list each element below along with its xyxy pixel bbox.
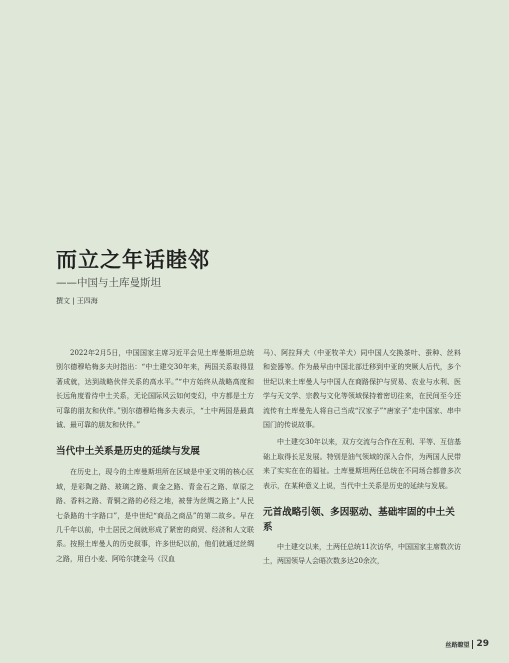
magazine-name: 丝路瞭望	[445, 641, 470, 649]
right-column	[263, 346, 461, 569]
left-column	[56, 346, 254, 566]
article-title: 而立之年话睦邻	[56, 248, 210, 272]
page-number: 29	[476, 639, 489, 649]
paragraph-history: 在历史上，现今的土库曼斯坦所在区域是中亚文明的核心区域，是彩陶之路、玻璃之路、黄金之路、青金石之路、草原之路、香料之路、青铜之路的必经之地，被誉为丝绸之路上“人民七条路的十字路口”，是中世纪“商品之商品”的第二故乡。早在几千年以前，中土居民之间就形成了紧密的商贸、经济和人文联系。按照土库曼人的历史叙事，许多世纪以前，他们就通过丝绸之路，用白小麦、阿哈尔捷金马（汉血	[56, 468, 254, 563]
article-subtitle: ——中国与土库曼斯坦	[56, 277, 161, 289]
paragraph-history-continued: 马）、阿拉拜犬（中亚牧羊犬）同中国人交换茶叶、蚕种、丝料和瓷器等。作为最早由中国北部迁移到中亚的突厥人后代，多个世纪以来土库曼人与中国人在商路保护与贸易、农业与水利、医学与天文学、宗教与文化等领域保持着密切往来，在民间至今还流传有土库曼先人将自己当成“汉家子”“唐家子”走中国家、串中国门的传说故事。	[263, 349, 461, 430]
paragraph-intro: 2022年2月5日，中国国家主席习近平会见土库曼斯坦总统别尔德穆哈梅多夫时指出：“中土建交30年来，两国关系取得显著成就，达到战略伙伴关系的高水平。”“中方始终从战略高度和长远角度看待中土关系，无论国际风云如何变幻，中方都是土方可靠的朋友和伙伴。”别尔德穆哈梅多夫表示，“土中两国是最真诚、最可靠的朋友和伙伴。”	[56, 349, 254, 430]
section-heading-history: 当代中土关系是历史的延续与发展	[56, 446, 200, 458]
section-heading-leadership: 元首战略引领、多因驱动、基础牢固的中土关系	[263, 507, 455, 534]
article-author: 撰文 | 王四海	[56, 297, 98, 305]
footer-divider	[472, 640, 473, 649]
page-footer	[445, 639, 489, 649]
paragraph-visits: 中土建交以来，土两任总统11次访华，中国国家主席数次访土，两国领导人会晤次数多达20余次，	[263, 543, 461, 566]
paragraph-cooperation: 中土建交30年以来，双方交流与合作在互利、平等、互信基础上取得长足发展。特别是油气领域的深入合作，为两国人民带来了实实在在的福祉。土库曼斯坦两任总统在不同场合都曾多次表示，在某种意义上说，当代中土关系是历史的延续与发展。	[263, 438, 461, 490]
